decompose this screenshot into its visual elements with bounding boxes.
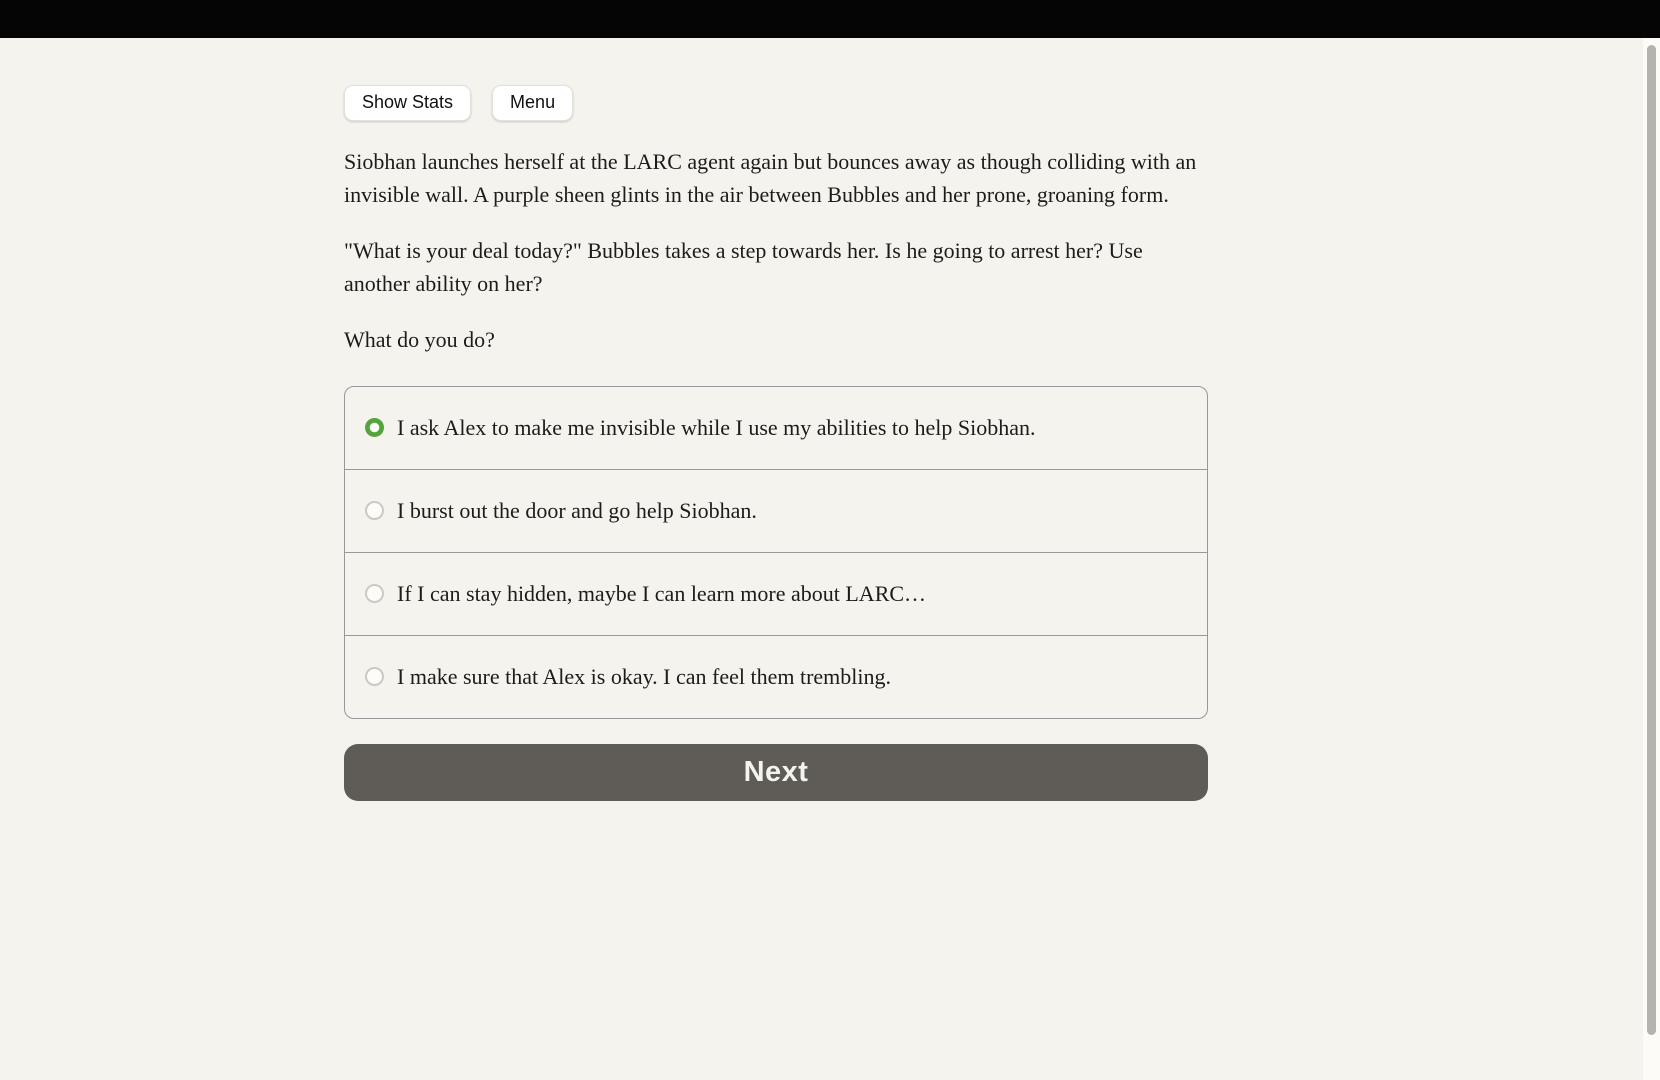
scrollbar[interactable] <box>1643 38 1660 1080</box>
choice-list <box>344 386 1208 719</box>
scrollbar-thumb[interactable] <box>1647 45 1656 1035</box>
story-text <box>344 145 1208 356</box>
choice-option[interactable] <box>345 387 1207 469</box>
radio-unselected-icon[interactable] <box>365 501 384 520</box>
story-prompt: What do you do? <box>344 326 495 352</box>
choice-option[interactable] <box>345 635 1207 718</box>
radio-unselected-icon[interactable] <box>365 667 384 686</box>
radio-unselected-icon[interactable] <box>365 584 384 603</box>
radio-selected-icon[interactable] <box>365 418 384 437</box>
next-button[interactable]: Next <box>344 744 1208 801</box>
choice-option-label: I ask Alex to make me invisible while I use my abilities to help Siobhan. <box>397 414 1036 440</box>
story-paragraph-2: "What is your deal today?" Bubbles takes a step towards her. Is he going to arrest her? Use another ability on her? <box>344 237 1143 296</box>
choice-option-label: I make sure that Alex is okay. I can feel them trembling. <box>397 663 892 689</box>
choice-option[interactable] <box>345 552 1207 635</box>
choice-option-label: I burst out the door and go help Siobhan. <box>397 497 757 523</box>
choice-option[interactable] <box>345 469 1207 552</box>
toolbar <box>344 85 1208 121</box>
show-stats-button[interactable]: Show Stats <box>344 85 471 121</box>
story-paragraph-1: Siobhan launches herself at the LARC agent again but bounces away as though colliding with an invisible wall. A purple sheen glints in the air between Bubbles and her prone, groaning form. <box>344 148 1197 207</box>
game-content <box>344 38 1208 801</box>
top-bar <box>0 0 1660 38</box>
choice-option-label: If I can stay hidden, maybe I can learn more about LARC… <box>397 580 927 606</box>
menu-button[interactable]: Menu <box>492 85 573 121</box>
